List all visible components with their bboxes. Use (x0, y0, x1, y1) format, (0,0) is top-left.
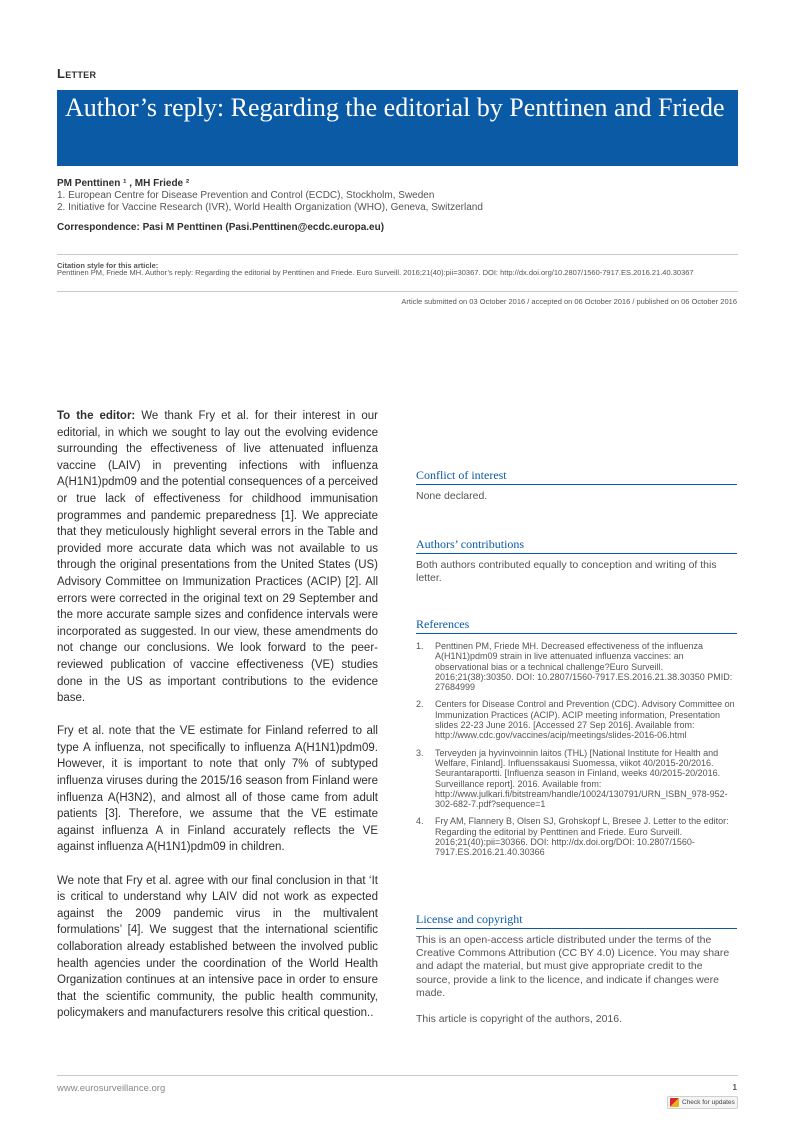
reference-text[interactable]: Penttinen PM, Friede MH. Decreased effectiveness of the influenza A(H1N1)pdm09 strain in live attenuated influenza vaccines: an observational bias or a technical challenge?Euro Surveill. 2016;21(38):30350. DOI: 10.2807/1560-7917.ES.2016.21.38.30350 PMID: 27684999 (435, 641, 733, 693)
divider (57, 291, 738, 292)
crossmark-icon (670, 1098, 679, 1107)
conflict-text: None declared. (416, 490, 488, 502)
paragraph-text: We thank Fry et al. for their interest in our editorial, in which we sought to lay out the evolving evidence surrounding the effectiveness of live attenuated influenza vaccine (LAIV) in preventing infections with influenza A(H1N1)pdm09 and the potential consequences of a perceived or true lack of effectiveness for childhood immunisation programmes and pandemic preparedness [1]. We appreciate that they meticulously highlight several errors in the Table and provided more accurate data which was not available to us through the original presentations from the United States (US) Advisory Committee on Immunization Practices (ACIP) [2]. All errors were corrected in the original text on 29 September and the more accurate sample sizes and confidence intervals were incorporated as suggested. In our view, these amendments do not change our conclusions. We look forward to the peer-reviewed publication of vaccine effectiveness (VE) studies done in the US as important contributions to the evidence base. (57, 410, 378, 705)
check-for-updates-button[interactable] (667, 1096, 738, 1109)
reference-text[interactable]: Centers for Disease Control and Prevention (CDC). Advisory Committee on Immunization Practices (ACIP). ACIP meeting information, Presentation slides 22-23 June 2016. [Accessed 27 Sep 2016]. Available from: http://www.cdc.gov/vaccines/acip/meetings/slides-2016-06.html (435, 699, 735, 741)
reference-number: 4. (416, 816, 424, 827)
reference-number: 1. (416, 641, 424, 651)
contributions-text: Both authors contributed equally to conception and writing of this letter. (416, 559, 717, 585)
reference-list (416, 641, 737, 858)
correspondence: Correspondence: Pasi M Penttinen (Pasi.Penttinen@ecdc.europa.eu) (57, 222, 385, 233)
reference-item (416, 641, 737, 692)
affiliation-1: 1. European Centre for Disease Prevention and Control (ECDC), Stockholm, Sweden (57, 190, 435, 201)
submission-dates: Article submitted on 03 October 2016 / accepted on 06 October 2016 / published on 06 October 2016 (401, 297, 737, 306)
body-paragraph-3: We note that Fry et al. agree with our final conclusion in that ‘It is critical to understand why LAIV did not work as expected against the 2009 pandemic virus in the multivalent formulations’ [4]. We suggest that the international scientific collaboration already established between the involved public health agencies under the coordination of the World Health Organization continues at an intensive pace in order to ensure that the scientific community, the public health community, policymakers and manufacturers resolve this critical question.. (57, 874, 378, 1020)
reference-number: 3. (416, 747, 424, 758)
license-text: This is an open-access article distributed under the terms of the Creative Commons Attribution (CC BY 4.0) Licence. You may share and adapt the material, but must give appropriate credit to the source, provide a link to the licence, and indicate if changes were made. (416, 934, 730, 999)
reference-text[interactable]: Terveyden ja hyvinvoinnin laitos (THL) [National Institute for Health and Welfare, Finland]. Influenssakausi Suomessa, viikot 40/2015-20/2016. Seurantaraportti. [Influenza season in Finland, weeks 40/2015-20/2016. Surveillance report]. 2016. Available from: http://www.julkari.fi/bitstream/handle/10024/130791/URN_ISBN_978-952-302-682-7.pdf?sequence=1 (435, 747, 728, 810)
affiliation-2: 2. Initiative for Vaccine Research (IVR), World Health Organization (WHO), Geneva, Switzerland (57, 202, 483, 213)
paragraph-lead: To the editor: (57, 410, 136, 422)
reference-item (416, 816, 737, 857)
references-section (416, 617, 737, 865)
footer-divider (57, 1075, 738, 1076)
section-heading-references: References (416, 617, 737, 634)
citation-text: Penttinen PM, Friede MH. Author’s reply: Regarding the editorial by Penttinen and Friede. Euro Surveill. 2016;21(40):pii=30367. DOI: http://dx.doi.org/10.2807/1560-7917.ES.2016.21.40.30367 (57, 268, 694, 277)
check-for-updates-label: Check for updates (682, 1099, 735, 1106)
article-type-label: Letter (57, 66, 97, 81)
article-title: Author’s reply: Regarding the editorial by Penttinen and Friede (65, 93, 725, 122)
left-column (57, 408, 378, 1039)
section-heading-conflict: Conflict of interest (416, 468, 737, 485)
license-section (416, 912, 737, 1026)
copyright-text: This article is copyright of the authors, 2016. (416, 1013, 623, 1026)
author-list: PM Penttinen ¹ , MH Friede ² (57, 178, 190, 189)
reference-text[interactable]: Fry AM, Flannery B, Olsen SJ, Grohskopf L, Bresee J. Letter to the editor: Regarding the editorial by Penttinen and Friede. Euro Surveill. 2016;21(40):pii=30366. DOI: http://dx.doi.org/DOI: 10.2807/1560-7917.ES.2016.21.40.30366 (435, 816, 729, 858)
journal-url[interactable]: www.eurosurveillance.org (57, 1083, 166, 1094)
reference-number: 2. (416, 699, 424, 710)
body-paragraph-2: Fry et al. note that the VE estimate for Finland referred to all type A influenza, not specifically to influenza A(H1N1)pdm09. However, it is important to note that only 7% of subtyped influenza viruses during the 2015/16 season from Finland were influenza A(H3N2), and almost all of those came from adult patients [3]. Therefore, we assume that the VE estimate against influenza A in Finland accurately reflects the VE against influenza A(H1N1)pdm09 in children. (57, 725, 378, 854)
reference-item (416, 748, 737, 810)
reference-item (416, 699, 737, 740)
divider (57, 254, 738, 255)
contributions-section (416, 537, 737, 585)
page-number: 1 (732, 1083, 737, 1092)
section-heading-contributions: Authors’ contributions (416, 537, 737, 554)
citation-label: Citation style for this article: (57, 261, 159, 270)
section-heading-license: License and copyright (416, 912, 737, 929)
conflict-section (416, 468, 737, 503)
body-paragraph-1 (57, 408, 378, 707)
